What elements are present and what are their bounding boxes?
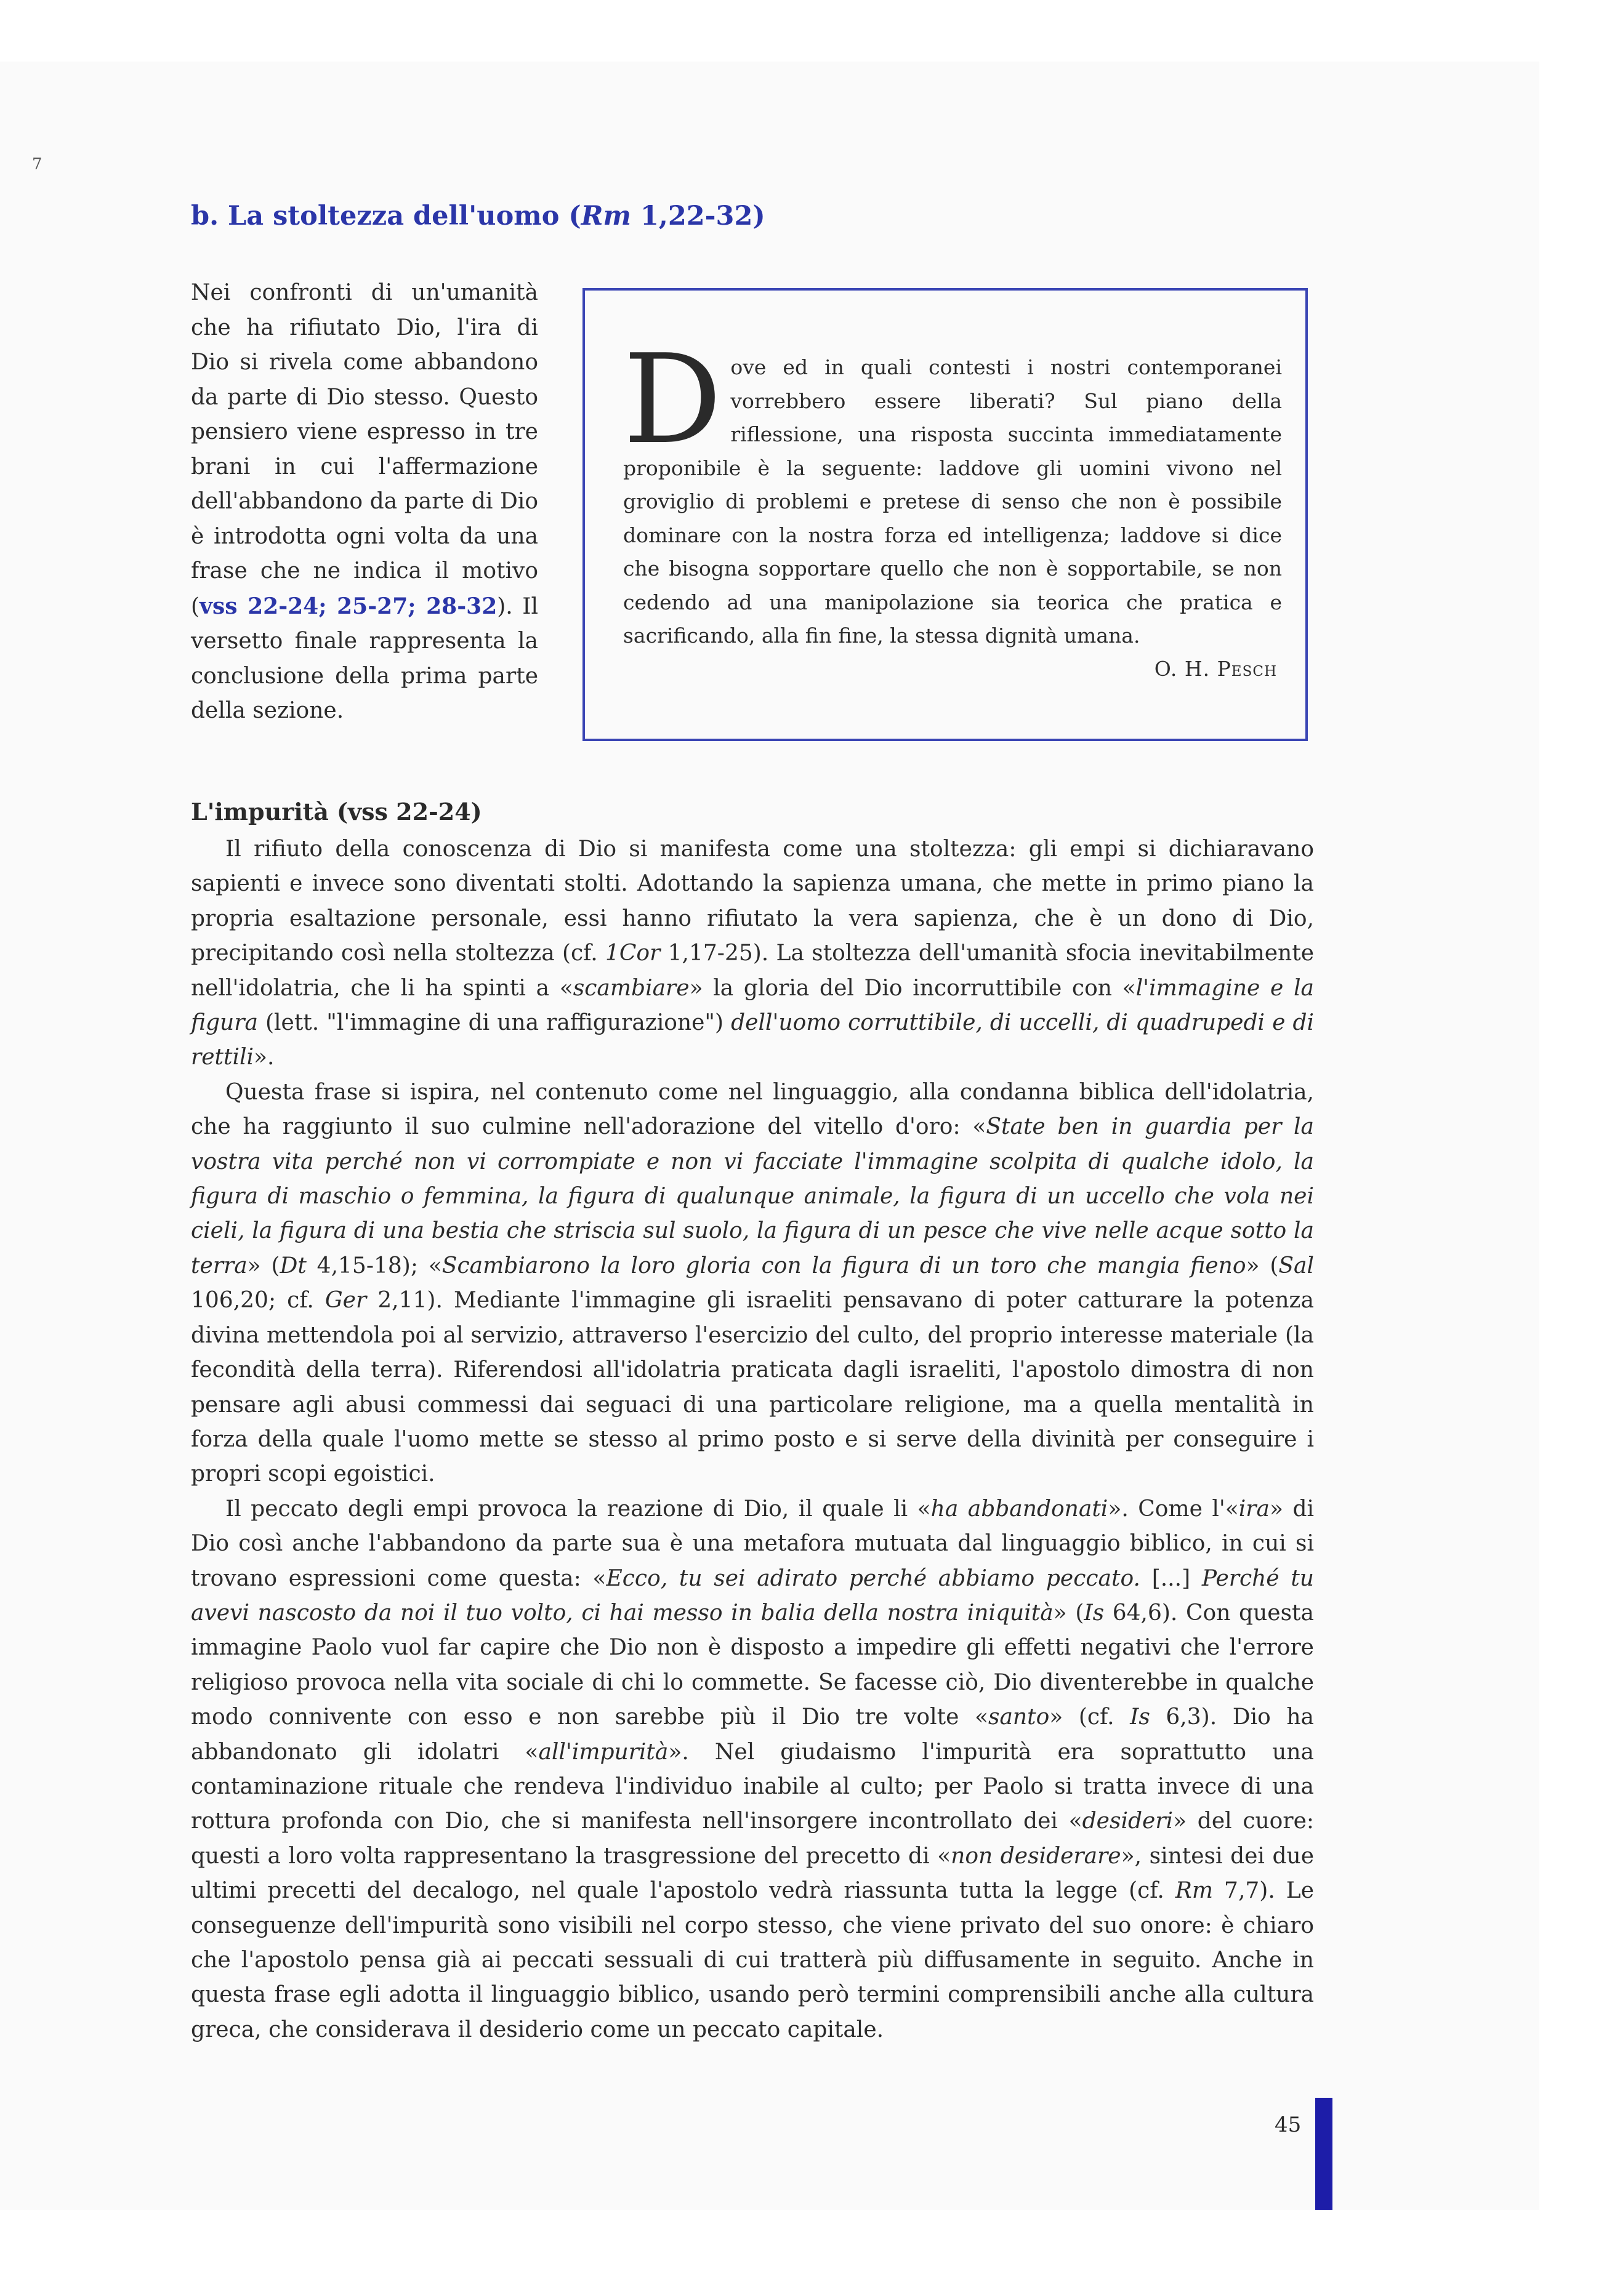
text-run: » di Dio così anche l'abbandono da parte sua è una metafora mutuata dal linguaggio biblico, in cui si trovano espressioni come questa: «: [191, 1496, 1315, 1591]
section-heading-suffix: 1,22-32): [631, 201, 765, 231]
text-run: » la gloria del Dio incorruttibile con «: [689, 975, 1136, 1001]
impurity-heading: L'impurità (vss 22-24): [191, 798, 482, 825]
text-run: Il rifiuto della conoscenza di Dio si manifesta come una stoltezza: gli empi si dichiaravano sapienti e invece sono diventati stolti. Adottando la sapienza umana, che mette in primo piano la propria esaltazione personale, essi hanno rifiutato la vera sapienza, che è un dono di Dio, precipitando così nella stoltezza (cf.: [191, 837, 1314, 966]
italic-text-run: Scambiarono la loro gloria con la figura di un toro che mangia fieno: [441, 1253, 1246, 1278]
intro-verse-references: vss 22-24; 25-27; 28-32: [199, 593, 498, 619]
italic-text-run: ira: [1238, 1496, 1270, 1522]
section-heading-prefix: b. La stoltezza dell'uomo (: [191, 201, 581, 231]
text-run: 7,7). Le conseguenze dell'impurità sono visibili nel corpo stesso, che viene privato del suo onore: è chiaro che l'apostolo pensa già ai peccati sessuali di cui tratterà più diffusamente in seguito. Anche in questa frase egli adotta il linguaggio biblico, usando però termini comprensibili anche alla cultura greca, che considerava il desiderio come un peccato capitale.: [191, 1878, 1315, 2042]
quote-body: ove ed in quali contesti i nostri contemporanei vorrebbero essere liberati? Sul piano della riflessione, una risposta succinta immediatamente proponibile è la seguente: laddove gli uomini vivono nel groviglio di problemi e pretese di senso che non è possibile dominare con la nostra forza ed intelligenza; laddove si dice che bisogna sopportare quello che non è sopportabile, se non cedendo ad una manipolazione sia teorica che pratica e sacrificando, alla fin fine, la stessa dignità umana.: [623, 355, 1282, 648]
italic-text-run: Is: [1130, 1704, 1150, 1730]
text-run: », sintesi dei due ultimi precetti del decalogo, nel quale l'apostolo vedrà riassunta tutta la legge (cf.: [191, 1843, 1314, 1904]
paragraph-2: [191, 1075, 1314, 1492]
italic-text-run: 1Cor: [605, 941, 661, 966]
text-run: » (cf.: [1049, 1704, 1130, 1730]
drop-cap: D: [623, 328, 722, 472]
section-heading: [191, 201, 765, 231]
paragraph-1: [191, 832, 1314, 1075]
italic-text-run: Is: [1084, 1600, 1105, 1626]
italic-text-run: all'impurità: [538, 1739, 669, 1765]
italic-text-run: State ben in guardia per la vostra vita perché non vi corrompiate e non vi facciate l'immagine scolpita di qualche idolo, la figura di maschio o femmina, la figura di qualunque animale, la figura di un uccello che vola nei cieli, la figura di una bestia che striscia sul suolo, la figura di un pesce che vive nelle acque sotto la terra: [191, 1114, 1314, 1278]
italic-text-run: l'immagine e la figura: [191, 975, 1314, 1036]
italic-text-run: Sal: [1278, 1253, 1315, 1278]
italic-text-run: Ecco, tu sei adirato perché abbiamo peccato.: [606, 1565, 1140, 1591]
italic-text-run: desideri: [1082, 1808, 1174, 1834]
italic-text-run: ha abbandonati: [930, 1496, 1108, 1522]
text-run: ». Nel giudaismo l'impurità era soprattutto una contaminazione rituale che rendeva l'individuo inabile al culto; per Paolo si tratta invece di una rottura profonda con Dio, che si manifesta nell'insorgere incontrollato dei «: [191, 1739, 1314, 1834]
text-run: 1,17-25). La stoltezza dell'umanità sfocia inevitabilmente nell'idolatria, che li ha spinti a «: [191, 941, 1315, 1001]
italic-text-run: scambiare: [573, 975, 690, 1001]
margin-mark: 7: [32, 155, 42, 174]
quote-box: [582, 288, 1308, 741]
text-run: » del cuore: questi a loro volta rappresentano la trasgressione del precetto di «: [191, 1808, 1314, 1869]
italic-text-run: santo: [988, 1704, 1050, 1730]
text-run: [...]: [1140, 1565, 1202, 1591]
text-run: 64,6). Con questa immagine Paolo vuol far capire che Dio non è disposto a impedire gli effetti negativi che l'errore religioso provoca nella vita sociale di chi lo commette. Se facesse ciò, Dio diventerebbe in qualche modo connivente con esso e non sarebbe più il Dio tre volte «: [191, 1600, 1314, 1730]
text-run: 6,3). Dio ha abbandonato gli idolatri «: [191, 1704, 1314, 1765]
text-run: (lett. "l'immagine di una raffigurazione"): [257, 1010, 731, 1036]
text-run: Questa frase si ispira, nel contenuto come nel linguaggio, alla condanna biblica dell'idolatria, che ha raggiunto il suo culmine nell'adorazione del vitello d'oro: «: [191, 1079, 1314, 1140]
text-run: » (: [1053, 1600, 1084, 1626]
intro-text-end: ). Il versetto finale rappresenta la conclusione della prima parte della sezione.: [191, 593, 538, 723]
text-run: 106,20; cf.: [191, 1288, 325, 1314]
section-heading-book: Rm: [581, 201, 631, 231]
text-run: » (: [1246, 1253, 1279, 1278]
page-bar-decoration: [1315, 2098, 1332, 2210]
italic-text-run: dell'uomo corruttibile, di uccelli, di quadrupedi e di rettili: [191, 1010, 1314, 1070]
italic-text-run: Ger: [324, 1288, 367, 1314]
intro-paragraph: [191, 276, 538, 729]
text-run: 2,11). Mediante l'immagine gli israeliti pensavano di poter catturare la potenza divina mettendola poi al servizio, attraverso l'esercizio del culto, del proprio interesse materiale (la fecondità della terra). Riferendosi all'idolatria praticata dagli israeliti, l'apostolo dimostra di non pensare agli abusi commessi dai seguaci di una particolare religione, ma a quella mentalità in forza della quale l'uomo mette se stesso al primo posto e si serve della divinità per conseguire i propri scopi egoistici.: [191, 1288, 1314, 1487]
italic-text-run: Rm: [1175, 1878, 1214, 1904]
text-run: » (: [247, 1253, 280, 1278]
page-number: 45: [1275, 2113, 1302, 2137]
text-run: 4,15-18); «: [306, 1253, 442, 1278]
text-run: ». Come l'«: [1108, 1496, 1239, 1522]
intro-text-start: Nei confronti di un'umanità che ha rifiutato Dio, l'ira di Dio si rivela come abbandono da parte di Dio stesso. Questo pensiero viene espresso in tre brani in cui l'affermazione dell'abbandono da parte di Dio è introdotta ogni volta da una frase che ne indica il motivo (: [191, 280, 538, 619]
italic-text-run: non desiderare: [951, 1843, 1121, 1869]
italic-text-run: Perché tu avevi nascosto da noi il tuo volto, ci hai messo in balia della nostra iniquità: [191, 1565, 1314, 1626]
italic-text-run: Dt: [280, 1253, 307, 1278]
quote-text: [623, 328, 1282, 653]
body-text: [191, 832, 1314, 2047]
paragraph-3: [191, 1492, 1314, 2048]
text-run: ».: [254, 1045, 275, 1070]
text-run: Il peccato degli empi provoca la reazione di Dio, il quale li «: [225, 1496, 931, 1522]
quote-author: O. H. Pesch: [1154, 656, 1277, 681]
